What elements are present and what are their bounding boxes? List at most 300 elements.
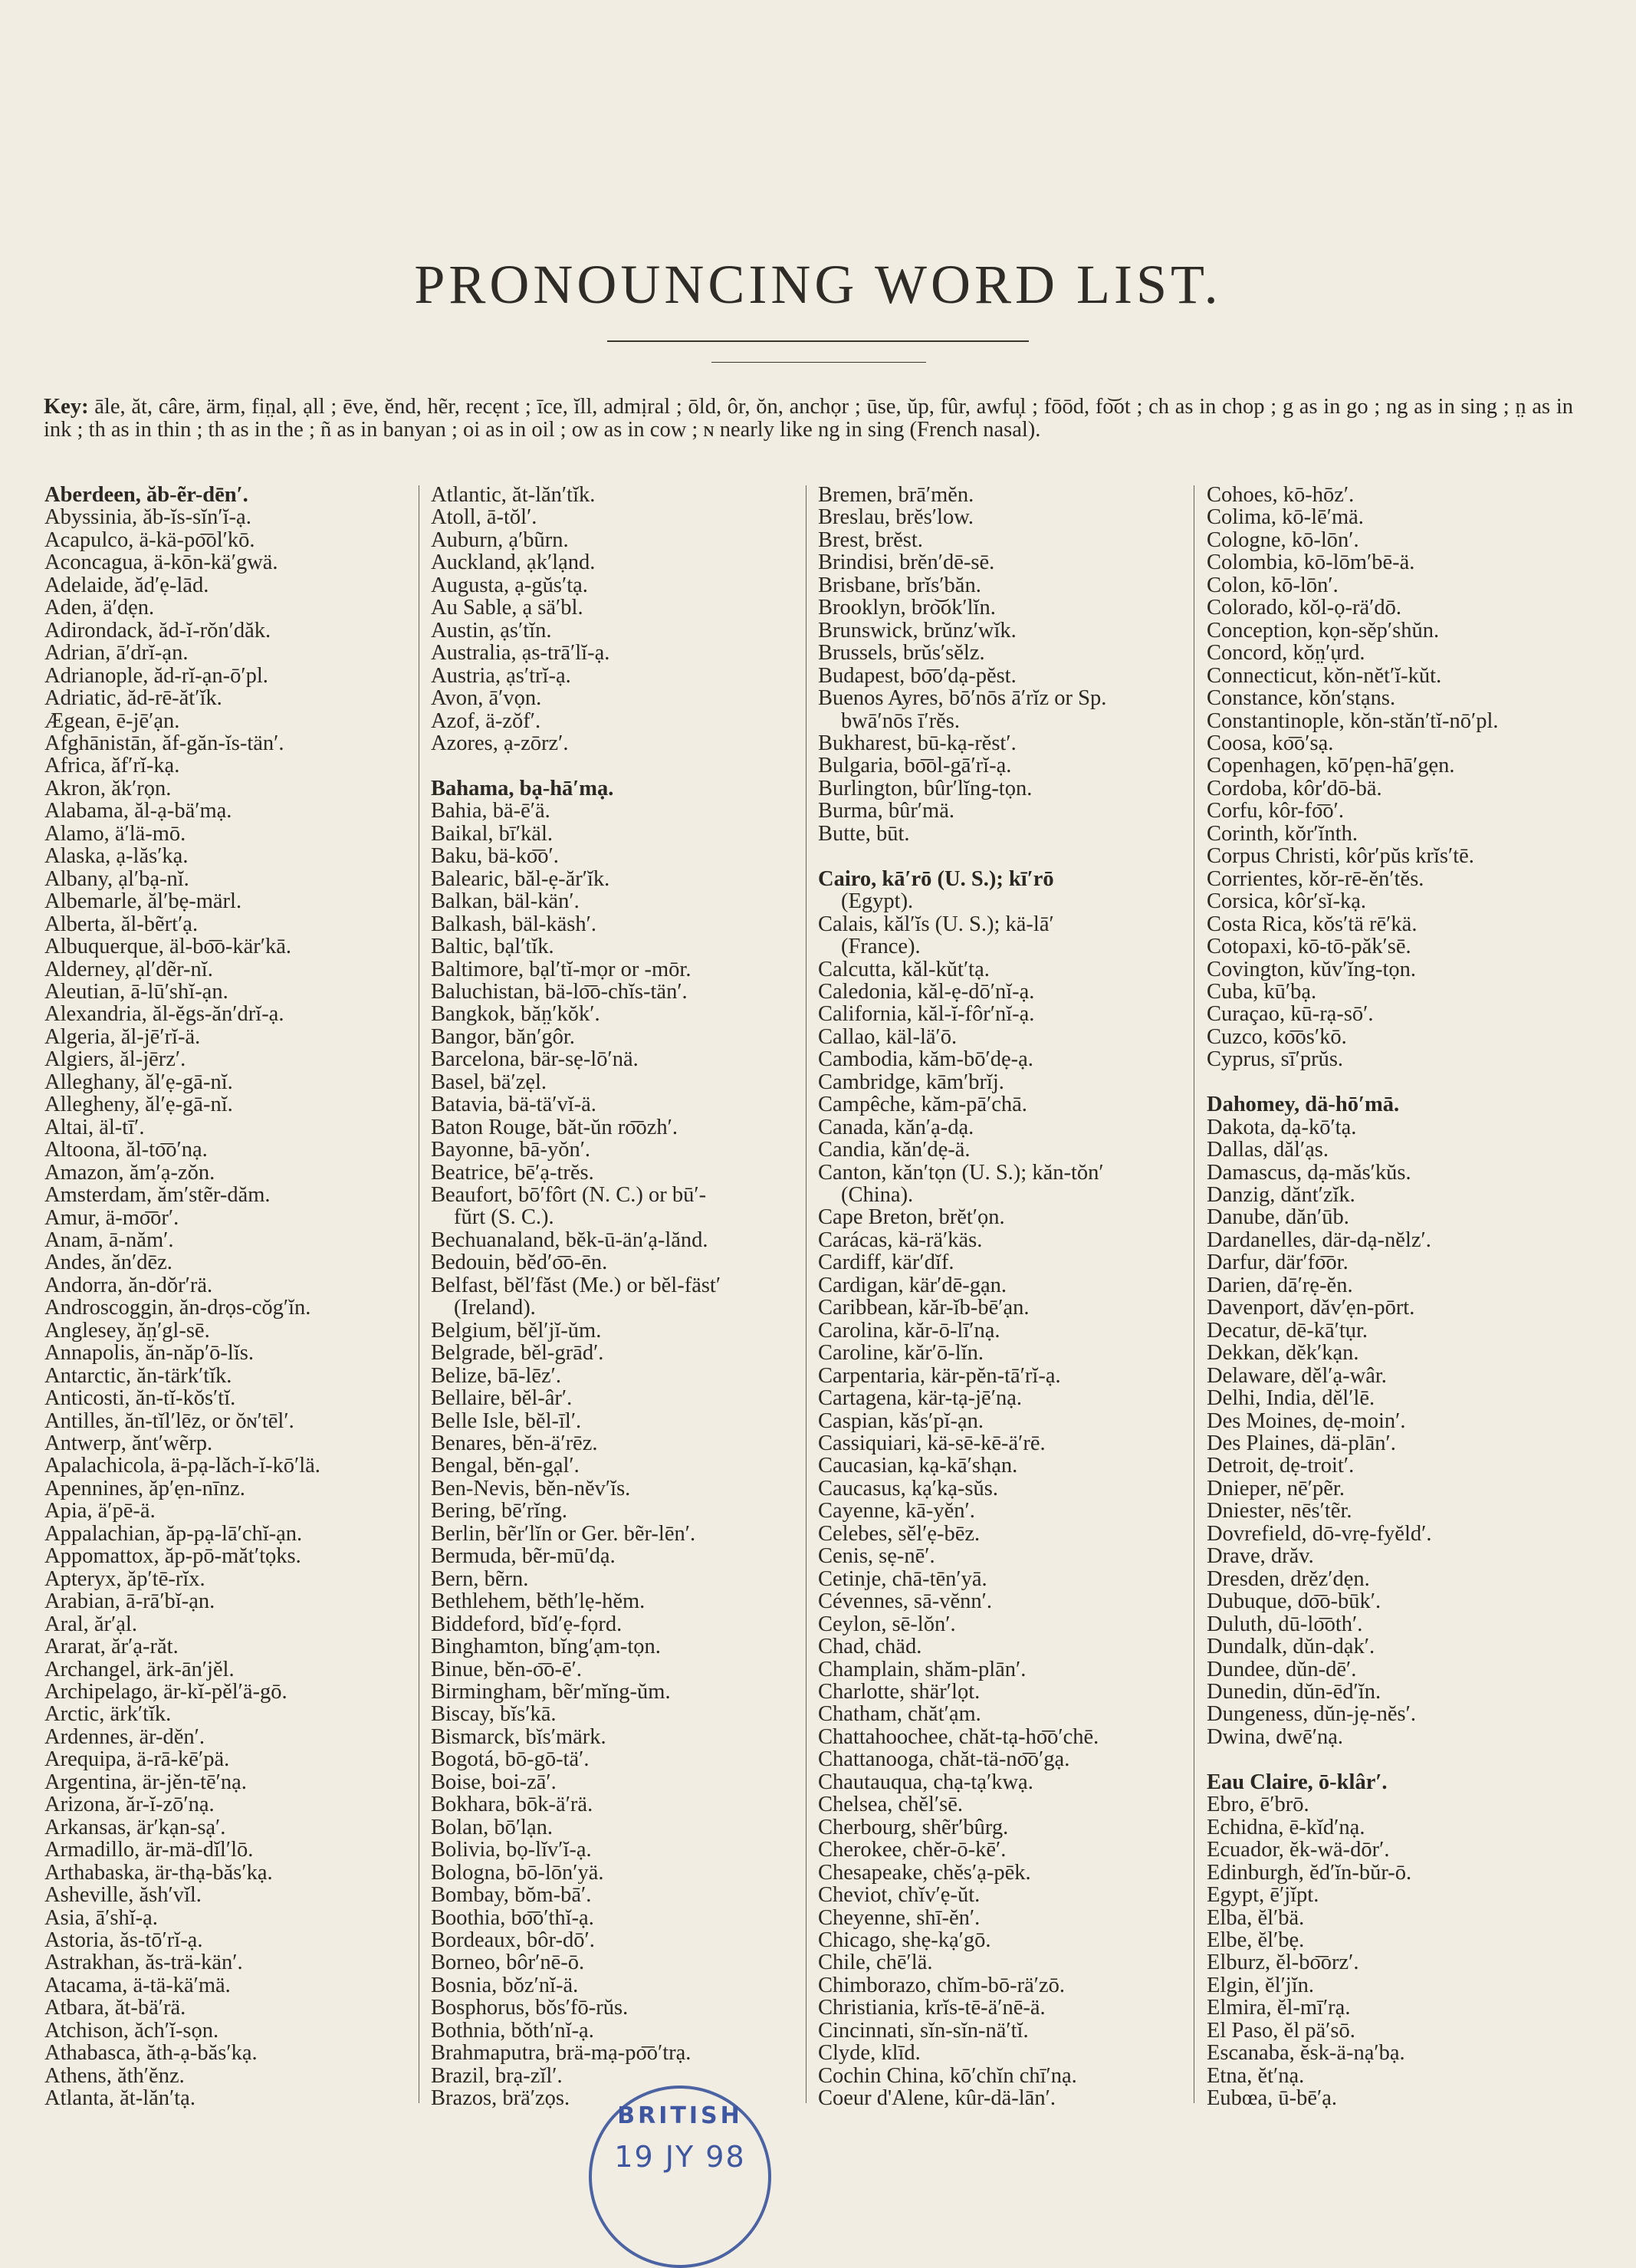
word-entry: Caledonia, kăl-ẹ-dō′nĭ-ạ.: [818, 980, 1035, 1004]
word-entry: Atoll, ā-tŏl′.: [431, 506, 537, 529]
word-entry: Bolan, bō′lạn.: [431, 1816, 554, 1839]
word-entry: Caucasian, kạ-kā′shạn.: [818, 1454, 1018, 1477]
word-entry: Delhi, India, dĕl′lē.: [1207, 1387, 1375, 1410]
word-entry: Barcelona, bär-sẹ-lō′nä.: [431, 1048, 639, 1071]
word-entry: Azof, ä-zŏf′.: [431, 709, 541, 732]
word-entry: Anam, ā-năm′.: [44, 1228, 174, 1252]
word-entry: Elba, ĕl′bä.: [1207, 1906, 1305, 1929]
word-entry: Dwina, dwē′nạ.: [1207, 1725, 1343, 1749]
word-entry: Dniester, nēs′tẽr.: [1207, 1500, 1352, 1523]
word-entry: Baikal, bī′käl.: [431, 822, 553, 846]
word-entry: Chile, chē′lä.: [818, 1951, 933, 1974]
word-entry: Cardigan, kär′dē-gạn.: [818, 1274, 1007, 1297]
word-column-1: [44, 484, 389, 2110]
word-entry: Apia, ä′pē-ä.: [44, 1500, 156, 1523]
word-entry: Champlain, shăm-plān′.: [818, 1658, 1027, 1681]
word-entry: Dnieper, nē′pẽr.: [1207, 1477, 1345, 1500]
word-entry: Cartagena, kär-tạ-jē′nạ.: [818, 1387, 1022, 1410]
word-entry: Belle Isle, bĕl-īl′.: [431, 1409, 582, 1433]
word-entry: Ararat, ăr′ạ-răt.: [44, 1635, 179, 1658]
word-entry: Atacama, ä-tä-kä′mä.: [44, 1974, 231, 1997]
word-entry: Bering, bē′rĭng.: [431, 1500, 567, 1523]
word-entry: Dubuque, do͞o-būk′.: [1207, 1590, 1381, 1613]
word-entry: Appalachian, ăp-pạ-lā′chĭ-ạn.: [44, 1522, 303, 1546]
word-entry: Batavia, bä-tä′vĭ-ä.: [431, 1093, 596, 1116]
word-entry: Avon, ā′vọn.: [431, 687, 542, 710]
word-entry: Boise, boi-zā′.: [431, 1770, 557, 1794]
word-entry: Carolina, kăr-ō-lī′nạ.: [818, 1319, 1000, 1343]
word-entry: Christiania, krĭs-tē-ä′nē-ä.: [818, 1997, 1046, 2020]
word-entry: Cherbourg, shẽr′bûrg.: [818, 1816, 1009, 1839]
word-entry: Astrakhan, ăs-trä-kän′.: [44, 1951, 243, 1974]
word-entry: Connecticut, kŏn-nĕt′ĭ-kŭt.: [1207, 664, 1442, 688]
word-entry: Arkansas, är′kạn-sạ′.: [44, 1816, 226, 1839]
word-entry: Dallas, dăl′ạs.: [1207, 1139, 1329, 1162]
word-entry: Ardennes, är-dĕn′.: [44, 1725, 205, 1749]
word-entry: Athens, ăth′ĕnz.: [44, 2064, 185, 2088]
word-entry: Albany, ạl′bạ-nĭ.: [44, 867, 189, 891]
word-column-3: [818, 484, 1163, 2110]
word-entry: Balkash, bäl-käsh′.: [431, 912, 596, 936]
word-entry: Andorra, ăn-dŏr′rä.: [44, 1274, 213, 1297]
word-entry: Callao, käl-lä′ō.: [818, 1025, 958, 1049]
word-entry: Escanaba, ĕsk-ä-nạ′bạ.: [1207, 2042, 1405, 2065]
word-entry: Basel, bä′zẹl.: [431, 1070, 547, 1094]
word-entry: Dungeness, dŭn-jẹ-nĕs′.: [1207, 1703, 1416, 1726]
word-column-2: [431, 484, 776, 2110]
word-entry: Armadillo, är-mä-dĭl′lō.: [44, 1839, 254, 1862]
word-entry: Brisbane, brĭs′băn.: [818, 574, 981, 597]
word-entry: fŭrt (S. C.).: [454, 1206, 554, 1229]
word-entry: Danube, dăn′ūb.: [1207, 1206, 1349, 1229]
word-entry: Benares, bĕn-ä′rēz.: [431, 1432, 598, 1455]
word-entry: Des Plaines, dä-plān′.: [1207, 1432, 1396, 1455]
word-entry: Alabama, ăl-ạ-bä′mạ.: [44, 800, 232, 823]
word-entry: Akron, ăk′rọn.: [44, 777, 172, 800]
word-entry: Altoona, ăl-to͞o′nạ.: [44, 1139, 208, 1162]
word-entry: Costa Rica, kŏs′tä rē′kä.: [1207, 912, 1418, 936]
word-entry: Austin, ạs′tĭn.: [431, 619, 552, 643]
word-entry: Allegheny, ăl′ẹ-gā-nĭ.: [44, 1093, 233, 1116]
word-entry: Boothia, bo͞o′thĭ-ạ.: [431, 1906, 594, 1929]
word-entry: Bechuanaland, bĕk-ū-än′ạ-lănd.: [431, 1228, 708, 1252]
word-entry: Echidna, ē-kĭd′nạ.: [1207, 1816, 1365, 1839]
word-entry: Corsica, kôr′sĭ-kạ.: [1207, 890, 1367, 913]
word-entry: Arthabaska, är-thạ-băs′kạ.: [44, 1861, 273, 1885]
word-entry: Caroline, kăr′ō-lĭn.: [818, 1342, 984, 1365]
word-entry: Dunedin, dŭn-ēd′ĭn.: [1207, 1681, 1381, 1704]
word-entry: Alaska, ạ-lăs′kạ.: [44, 845, 189, 868]
word-entry: Colorado, kŏl-ọ-rä′dō.: [1207, 597, 1401, 620]
word-entry: Chicago, shẹ-kạ′gō.: [818, 1928, 991, 1952]
word-entry: Chad, chäd.: [818, 1635, 922, 1658]
word-entry: Brunswick, brŭnz′wĭk.: [818, 619, 1017, 643]
word-entry: Charlotte, shär′lọt.: [818, 1681, 981, 1704]
word-entry: Cologne, kō-lōn′.: [1207, 528, 1359, 552]
word-entry: Asheville, ăsh′vĭl.: [44, 1884, 202, 1907]
word-entry: Adrian, ā′drĭ-ạn.: [44, 642, 189, 665]
word-entry: Antilles, ăn-tĭl′lēz, or ŏɴ′tēl′.: [44, 1409, 294, 1433]
word-entry: Biscay, bĭs′kā.: [431, 1703, 557, 1726]
word-entry: Damascus, dạ-măs′kŭs.: [1207, 1161, 1411, 1185]
column-divider: [806, 485, 807, 2103]
letter-section-gap: [431, 754, 776, 777]
word-entry: Biddeford, bĭd′ẹ-fọrd.: [431, 1612, 623, 1636]
word-entry: Canada, kăn′ạ-dạ.: [818, 1116, 974, 1139]
word-entry: Bayonne, bā-yŏn′.: [431, 1139, 591, 1162]
word-entry: Alderney, ạl′dẽr-nĭ.: [44, 958, 213, 981]
letter-section-gap: [1207, 1071, 1552, 1093]
word-entry: Campêche, kăm-pā′chā.: [818, 1093, 1027, 1116]
word-entry: Cassiquiari, kä-sē-kē-ä′rē.: [818, 1432, 1046, 1455]
word-entry: Breslau, brĕs′low.: [818, 506, 974, 529]
word-entry: Bismarck, bĭs′märk.: [431, 1725, 606, 1749]
word-entry: Dakota, dạ-kō′tạ.: [1207, 1116, 1357, 1139]
word-entry: Chesapeake, chĕs′ạ-pēk.: [818, 1861, 1031, 1885]
word-entry: Cévennes, sā-vĕnn′.: [818, 1590, 993, 1613]
title-rule: [607, 340, 1029, 342]
word-entry: Binghamton, bĭng′ạm-tọn.: [431, 1635, 661, 1658]
word-entry: Dekkan, dĕk′kạn.: [1207, 1342, 1359, 1365]
word-entry: Birmingham, bẽr′mĭng-ŭm.: [431, 1681, 671, 1704]
word-entry: Bangor, băn′gôr.: [431, 1025, 575, 1049]
word-entry: (China).: [841, 1184, 914, 1207]
word-entry: Coosa, ko͞o′sạ.: [1207, 731, 1334, 755]
letter-section-gap: [1207, 1748, 1552, 1770]
word-entry: Abyssinia, ăb-ĭs-sĭn′ĭ-ạ.: [44, 506, 251, 529]
word-entry: Adriatic, ăd-rē-ăt′ĭk.: [44, 687, 222, 710]
word-entry: Belfast, bĕl′făst (Me.) or bĕl-fäst′: [431, 1274, 721, 1297]
word-entry: Corrientes, kŏr-rē-ĕn′tĕs.: [1207, 867, 1424, 891]
word-entry: Algiers, ăl-jērz′.: [44, 1048, 186, 1071]
word-entry: Budapest, bo͞o′dạ-pĕst.: [818, 664, 1017, 688]
word-entry: Bedouin, bĕd′o͞o-ēn.: [431, 1251, 608, 1274]
word-entry: Colima, kō-lē′mä.: [1207, 506, 1364, 529]
word-entry: Bremen, brā′mĕn.: [818, 484, 974, 507]
word-entry: Apalachicola, ä-pạ-lăch-ĭ-kō′lä.: [44, 1454, 320, 1477]
word-entry: Chattanooga, chăt-tä-no͞o′gạ.: [818, 1748, 1070, 1771]
word-entry: Ceylon, sē-lŏn′.: [818, 1612, 956, 1636]
word-entry: Alberta, ăl-bẽrt′ạ.: [44, 912, 199, 936]
word-entry: Concord, kŏn̤′ụrd.: [1207, 642, 1365, 665]
word-entry: Ægean, ē-jē′ạn.: [44, 709, 180, 732]
word-entry: Asia, ā′shĭ-ạ.: [44, 1906, 158, 1929]
word-entry: Belgrade, bĕl-grād′.: [431, 1342, 604, 1365]
word-entry: Auburn, ạ′bũrn.: [431, 528, 569, 552]
word-entry: Algeria, ăl-jē′rĭ-ä.: [44, 1025, 201, 1049]
word-entry: Antarctic, ăn-tärk′tĭk.: [44, 1364, 232, 1388]
word-entry: Corinth, kŏr′ĭnth.: [1207, 822, 1358, 846]
section-head-entry: Aberdeen, ăb-ẽr-dēn′.: [44, 484, 248, 507]
word-entry: Brussels, brŭs′sĕlz.: [818, 642, 985, 665]
word-entry: Apennines, ăp′ẹn-nīnz.: [44, 1477, 245, 1500]
word-entry: Carpentaria, kär-pĕn-tā′rĭ-ạ.: [818, 1364, 1061, 1388]
word-entry: Eubœa, ū-bē′ạ.: [1207, 2087, 1338, 2110]
word-entry: Apteryx, ăp′tē-rĭx.: [44, 1567, 205, 1591]
word-entry: Canton, kăn′tọn (U. S.); kăn-tŏn′: [818, 1161, 1104, 1185]
word-entry: Davenport, dăv′ẹn-pōrt.: [1207, 1297, 1415, 1320]
section-head-entry: Eau Claire, ō-klâr′.: [1207, 1770, 1388, 1794]
word-entry: Alamo, ä′lä-mō.: [44, 822, 186, 846]
word-entry: Carácas, kä-rä′käs.: [818, 1228, 983, 1252]
word-entry: Alleghany, ăl′ẹ-gā-nĭ.: [44, 1070, 233, 1094]
word-entry: Dardanelles, där-dạ-nĕlz′.: [1207, 1228, 1431, 1252]
word-entry: Corpus Christi, kôr′pŭs krĭs′tē.: [1207, 845, 1474, 868]
word-entry: Cheviot, chĭv′ẹ-ŭt.: [818, 1884, 981, 1907]
word-entry: Darien, dā′rẹ-ĕn.: [1207, 1274, 1353, 1297]
library-stamp: [589, 2086, 771, 2268]
word-column-4: [1207, 484, 1552, 2110]
word-entry: Bogotá, bō-gō-tä′.: [431, 1748, 590, 1771]
word-entry: Alexandria, ăl-ĕgs-ăn′drĭ-ạ.: [44, 1003, 284, 1026]
word-entry: Belize, bā-lēz′.: [431, 1364, 562, 1388]
word-entry: Belgium, bĕl′jĭ-ŭm.: [431, 1319, 602, 1343]
word-entry: Cohoes, kō-hōz′.: [1207, 484, 1355, 507]
word-entry: Au Sable, ạ sä′bl.: [431, 597, 583, 620]
word-entry: Baluchistan, bä-lo͞o-chĭs-tän′.: [431, 980, 688, 1004]
word-entry: El Paso, ĕl pä′sō.: [1207, 2019, 1355, 2043]
word-entry: Archangel, ärk-ān′jĕl.: [44, 1658, 235, 1681]
word-entry: Anticosti, ăn-tĭ-kŏs′tĭ.: [44, 1387, 236, 1410]
word-entry: Cyprus, sī′prŭs.: [1207, 1048, 1344, 1071]
word-entry: Atchison, ăch′ĭ-sọn.: [44, 2019, 219, 2043]
key-label: Key:: [44, 395, 89, 419]
word-entry: Cambridge, kām′brĭj.: [818, 1070, 1004, 1094]
word-entry: Delaware, dĕl′ạ-wâr.: [1207, 1364, 1387, 1388]
word-entry: Baku, bä-ko͞o′.: [431, 845, 559, 868]
word-entry: Bellaire, bĕl-âr′.: [431, 1387, 573, 1410]
word-entry: Constantinople, kŏn-stăn′tĭ-nō′pl.: [1207, 709, 1499, 732]
word-entry: Athabasca, ăth-ạ-băs′kạ.: [44, 2042, 258, 2065]
word-entry: Cayenne, kā-yĕn′.: [818, 1500, 975, 1523]
word-entry: Brindisi, brĕn′dē-sē.: [818, 551, 995, 574]
section-head-entry: Cairo, kā′rō (U. S.); kī′rō: [818, 867, 1054, 891]
word-entry: Anglesey, ăn̤′gl-sē.: [44, 1319, 210, 1343]
word-entry: Aleutian, ā-lū′shĭ-ạn.: [44, 980, 228, 1004]
word-entry: Amur, ä-mo͞or′.: [44, 1206, 179, 1229]
title-rule-short: [711, 362, 926, 363]
word-entry: Cincinnati, sĭn-sĭn-nä′tĭ.: [818, 2019, 1029, 2043]
word-entry: Bengal, bĕn-gạl′.: [431, 1454, 580, 1477]
word-entry: Burma, bûr′mä.: [818, 800, 954, 823]
word-entry: Des Moines, dẹ-moin′.: [1207, 1409, 1406, 1433]
word-entry: Albemarle, ăl′bẹ-märl.: [44, 890, 242, 913]
word-entry: Afghānistān, ăf-găn-ĭs-tän′.: [44, 731, 284, 755]
word-entry: Cambodia, kăm-bō′dẹ-ạ.: [818, 1048, 1033, 1071]
word-entry: Caribbean, kăr-ĭb-bē′ạn.: [818, 1297, 1030, 1320]
word-entry: bwā′nōs ī′rĕs.: [841, 709, 960, 732]
word-entry: Burlington, bûr′lĭng-tọn.: [818, 777, 1033, 800]
word-entry: Bologna, bō-lōn′yä.: [431, 1861, 604, 1885]
word-entry: Binue, bĕn-o͞o-ē′.: [431, 1658, 582, 1681]
word-entry: Brooklyn, bro͝ok′lĭn.: [818, 597, 996, 620]
word-entry: Dundee, dŭn-dē′.: [1207, 1658, 1357, 1681]
word-entry: Amsterdam, ăm′stẽr-dăm.: [44, 1184, 271, 1207]
word-entry: Clyde, klīd.: [818, 2042, 921, 2065]
word-entry: Dresden, drĕz′dẹn.: [1207, 1567, 1370, 1591]
word-entry: Beaufort, bō′fôrt (N. C.) or bū′-: [431, 1184, 707, 1207]
word-entry: Atlanta, ăt-lăn′tạ.: [44, 2087, 195, 2110]
word-entry: Brazos, brä′zọs.: [431, 2087, 570, 2110]
word-entry: Bahia, bä-ē′ä.: [431, 800, 550, 823]
word-entry: Balearic, băl-ẹ-ăr′ĭk.: [431, 867, 610, 891]
word-entry: Baltic, bạl′tĭk.: [431, 935, 554, 958]
word-entry: Chelsea, chĕl′sē.: [818, 1793, 964, 1816]
word-entry: Cochin China, kō′chĭn chī′nạ.: [818, 2064, 1077, 2088]
word-entry: Borneo, bôr′nē-ō.: [431, 1951, 585, 1974]
word-entry: Antwerp, ănt′wẽrp.: [44, 1432, 213, 1455]
letter-section-gap: [818, 845, 1163, 867]
word-entry: Chattahoochee, chăt-tạ-ho͞o′chē.: [818, 1725, 1099, 1749]
word-entry: Copenhagen, kō′pẹn-hā′gẹn.: [1207, 754, 1455, 777]
word-entry: Adirondack, ăd-ĭ-rŏn′dăk.: [44, 619, 271, 643]
word-entry: Baton Rouge, băt-ŭn ro͞ozh′.: [431, 1116, 678, 1139]
word-entry: Constance, kŏn′stạns.: [1207, 687, 1396, 710]
word-entry: Ebro, ē′brō.: [1207, 1793, 1309, 1816]
word-entry: Coeur d'Alene, kûr-dä-lān′.: [818, 2087, 1056, 2110]
word-entry: Elburz, ĕl-bo͞orz′.: [1207, 1951, 1359, 1974]
word-entry: Bermuda, bẽr-mū′dạ.: [431, 1545, 616, 1568]
word-entry: Chimborazo, chĭm-bō-rä′zō.: [818, 1974, 1066, 1997]
word-entry: Bombay, bŏm-bā′.: [431, 1884, 592, 1907]
word-entry: Cotopaxi, kō-tō-păk′sē.: [1207, 935, 1411, 958]
word-entry: Brest, brĕst.: [818, 528, 923, 552]
word-entry: Ecuador, ĕk-wä-dōr′.: [1207, 1839, 1390, 1862]
key-text: āle, ăt, câre, ärm, fin̤al, ạll ; ēve, ĕnd, hẽr, recẹnt ; īce, ĭll, admịral ; ōld, ôr, ŏn, anchọr ; ūse, ŭp, fûr, awfu̦l ; fōōd, fo͝ot ; ch as in chop ; g as in go ; ng as in sing ; n̤ as in ink ; th as in thin ; th as in the ; ñ as in banyan ; oi as in oil ; ow as in cow ; ɴ nearly like ng in sing (French nasal).: [44, 395, 1573, 442]
word-entry: Bulgaria, bo͞ol-gā′rĭ-ạ.: [818, 754, 1012, 777]
word-entry: Augusta, ạ-gŭs′tạ.: [431, 574, 588, 597]
word-entry: Auckland, ạk′lạnd.: [431, 551, 596, 574]
word-entry: Bern, bẽrn.: [431, 1567, 529, 1591]
word-entry: Celebes, sĕl′ẹ-bēz.: [818, 1522, 981, 1546]
word-entry: Arabian, ā-rā′bĭ-ạn.: [44, 1590, 215, 1613]
word-entry: Aconcagua, ä-kōn-kä′gwä.: [44, 551, 278, 574]
word-entry: Darfur, där′fo͞or.: [1207, 1251, 1349, 1274]
word-entry: Brahmaputra, brä-mạ-po͞o′trạ.: [431, 2042, 692, 2065]
word-entry: Argentina, är-jĕn-tē′nạ.: [44, 1770, 247, 1794]
word-entry: Annapolis, ăn-năp′ō-lĭs.: [44, 1342, 254, 1365]
word-entry: Cuba, kū′bạ.: [1207, 980, 1317, 1004]
word-entry: Corfu, kôr-fo͞o′.: [1207, 800, 1345, 823]
word-entry: Amazon, ăm′ạ-zŏn.: [44, 1161, 215, 1185]
word-entry: Egypt, ē′jĭpt.: [1207, 1884, 1319, 1907]
word-entry: Appomattox, ăp-pō-măt′tọks.: [44, 1545, 301, 1568]
word-entry: Chautauqua, chạ-tạ′kwạ.: [818, 1770, 1033, 1794]
word-entry: Danzig, dănt′zĭk.: [1207, 1184, 1355, 1207]
word-entry: Cape Breton, brĕt′ọn.: [818, 1206, 1005, 1229]
word-entry: Australia, ạs-trā′lĭ-ạ.: [431, 642, 610, 665]
word-entry: Elgin, ĕl′jĭn.: [1207, 1974, 1315, 1997]
word-entry: Dovrefield, dō-vrẹ-fyĕld′.: [1207, 1522, 1432, 1546]
word-entry: Baltimore, bạl′tĭ-mọr or -mōr.: [431, 958, 692, 981]
word-entry: Berlin, bẽr′lĭn or Ger. bẽr-lēn′.: [431, 1522, 696, 1546]
section-head-entry: Dahomey, dä-hō′mā.: [1207, 1093, 1400, 1116]
word-entry: Bosnia, bŏz′nĭ-ä.: [431, 1974, 579, 1997]
word-entry: Bordeaux, bôr-dō′.: [431, 1928, 595, 1952]
word-entry: Chatham, chăt′ạm.: [818, 1703, 981, 1726]
word-entry: Caspian, kăs′pĭ-ạn.: [818, 1409, 984, 1433]
word-entry: (Egypt).: [841, 890, 914, 913]
section-head-entry: Bahama, bạ-hā′mạ.: [431, 777, 614, 800]
word-entry: Edinburgh, ĕd′ĭn-bŭr-ō.: [1207, 1861, 1412, 1885]
word-entry: Elbe, ĕl′bẹ.: [1207, 1928, 1305, 1952]
word-entry: Colombia, kō-lōm′bē-ä.: [1207, 551, 1415, 574]
word-entry: Acapulco, ä-kä-po͞ol′kō.: [44, 528, 255, 552]
word-entry: Cherokee, chĕr-ō-kē′.: [818, 1839, 1007, 1862]
word-entry: Africa, ăf′rĭ-kạ.: [44, 754, 180, 777]
word-entry: Bosphorus, bŏs′fō-rŭs.: [431, 1997, 629, 2020]
word-entry: Candia, kăn′dẹ-ä.: [818, 1139, 971, 1162]
word-entry: Androscoggin, ăn-drọs-cŏg′ĭn.: [44, 1297, 311, 1320]
word-entry: Arizona, ăr-ĭ-zō′nạ.: [44, 1793, 215, 1816]
word-entry: Austria, ạs′trĭ-ạ.: [431, 664, 571, 688]
word-entry: Atlantic, ăt-lăn′tĭk.: [431, 484, 596, 507]
word-entry: Cuzco, ko͞os′kō.: [1207, 1025, 1347, 1049]
word-entry: Decatur, dē-kā′tụr.: [1207, 1319, 1368, 1343]
word-entry: (Ireland).: [454, 1297, 536, 1320]
word-entry: Cheyenne, shī-ĕn′.: [818, 1906, 981, 1929]
word-entry: Covington, kŭv′ĭng-tọn.: [1207, 958, 1417, 981]
word-entry: Aden, ä′dẹn.: [44, 597, 155, 620]
word-entry: Beatrice, bē′ạ-trĕs.: [431, 1161, 594, 1185]
word-entry: Astoria, ăs-tō′rĭ-ạ.: [44, 1929, 203, 1952]
pronunciation-key: [44, 396, 1573, 442]
word-entry: Butte, būt.: [818, 822, 910, 846]
word-entry: Bolivia, bọ-lĭv′ĭ-ạ.: [431, 1839, 592, 1862]
word-entry: Balkan, bäl-kän′.: [431, 890, 580, 913]
word-entry: Caucasus, kạ′kạ-sŭs.: [818, 1477, 998, 1500]
word-entry: Archipelago, är-kĭ-pĕl′ä-gō.: [44, 1681, 287, 1704]
word-entry: Andes, ăn′dēz.: [44, 1251, 172, 1274]
word-entry: Arctic, ärk′tĭk.: [44, 1703, 172, 1726]
word-entry: Cardiff, kär′dĭf.: [818, 1251, 954, 1274]
word-entry: Etna, ĕt′nạ.: [1207, 2064, 1305, 2088]
word-entry: Albuquerque, äl-bo͞o-kär′kā.: [44, 935, 291, 958]
word-entry: Cenis, sẹ-nē′.: [818, 1545, 935, 1568]
page-title: PRONOUNCING WORD LIST.: [414, 254, 1222, 315]
stamp-date: 19 JY 98: [614, 2140, 746, 2174]
word-entry: Altai, äl-tī′.: [44, 1116, 145, 1139]
stamp-text: BRITISH: [617, 2102, 743, 2129]
word-entry: Elmira, ĕl-mī′rạ.: [1207, 1997, 1351, 2020]
word-entry: Brazil, brạ-zĭl′.: [431, 2064, 563, 2088]
word-entry: Bethlehem, bĕth′lẹ-hĕm.: [431, 1590, 646, 1613]
word-entry: Bangkok, băn̤′kŏk′.: [431, 1003, 600, 1026]
word-entry: Detroit, dẹ-troit′.: [1207, 1454, 1355, 1477]
word-entry: Arequipa, ä-rā-kē′pä.: [44, 1748, 230, 1771]
word-entry: Drave, drăv.: [1207, 1545, 1314, 1568]
word-entry: Adrianople, ăd-rĭ-ạn-ō′pl.: [44, 664, 268, 688]
word-entry: (France).: [841, 935, 921, 958]
word-entry: Ben-Nevis, bĕn-nĕv′ĭs.: [431, 1477, 631, 1500]
word-entry: Atbara, ăt-bä′rä.: [44, 1997, 186, 2020]
word-entry: Adelaide, ăd′ẹ-lād.: [44, 574, 209, 597]
word-entry: Calcutta, kăl-kŭt′tạ.: [818, 958, 990, 981]
word-entry: Aral, ăr′ạl.: [44, 1612, 137, 1636]
word-entry: Calais, kăl′ĭs (U. S.); kä-lā′: [818, 912, 1054, 936]
word-entry: Colon, kō-lōn′.: [1207, 574, 1339, 597]
word-entry: Dundalk, dŭn-dạk′.: [1207, 1635, 1375, 1658]
word-entry: Cetinje, chā-tēn′yā.: [818, 1567, 987, 1591]
word-entry: Bokhara, bōk-ä′rä.: [431, 1793, 593, 1816]
word-entry: Duluth, dū-lo͞oth′.: [1207, 1612, 1363, 1636]
word-entry: Curaçao, kū-rạ-sō′.: [1207, 1003, 1374, 1026]
word-entry: California, kăl-ĭ-fôr′nĭ-ạ.: [818, 1003, 1035, 1026]
word-entry: Conception, kọn-sĕp′shŭn.: [1207, 619, 1440, 643]
word-entry: Cordoba, kôr′dō-bä.: [1207, 777, 1382, 800]
word-entry: Buenos Ayres, bō′nōs ā′rĭz or Sp.: [818, 687, 1107, 710]
word-entry: Bukharest, bū-kạ-rĕst′.: [818, 731, 1017, 755]
